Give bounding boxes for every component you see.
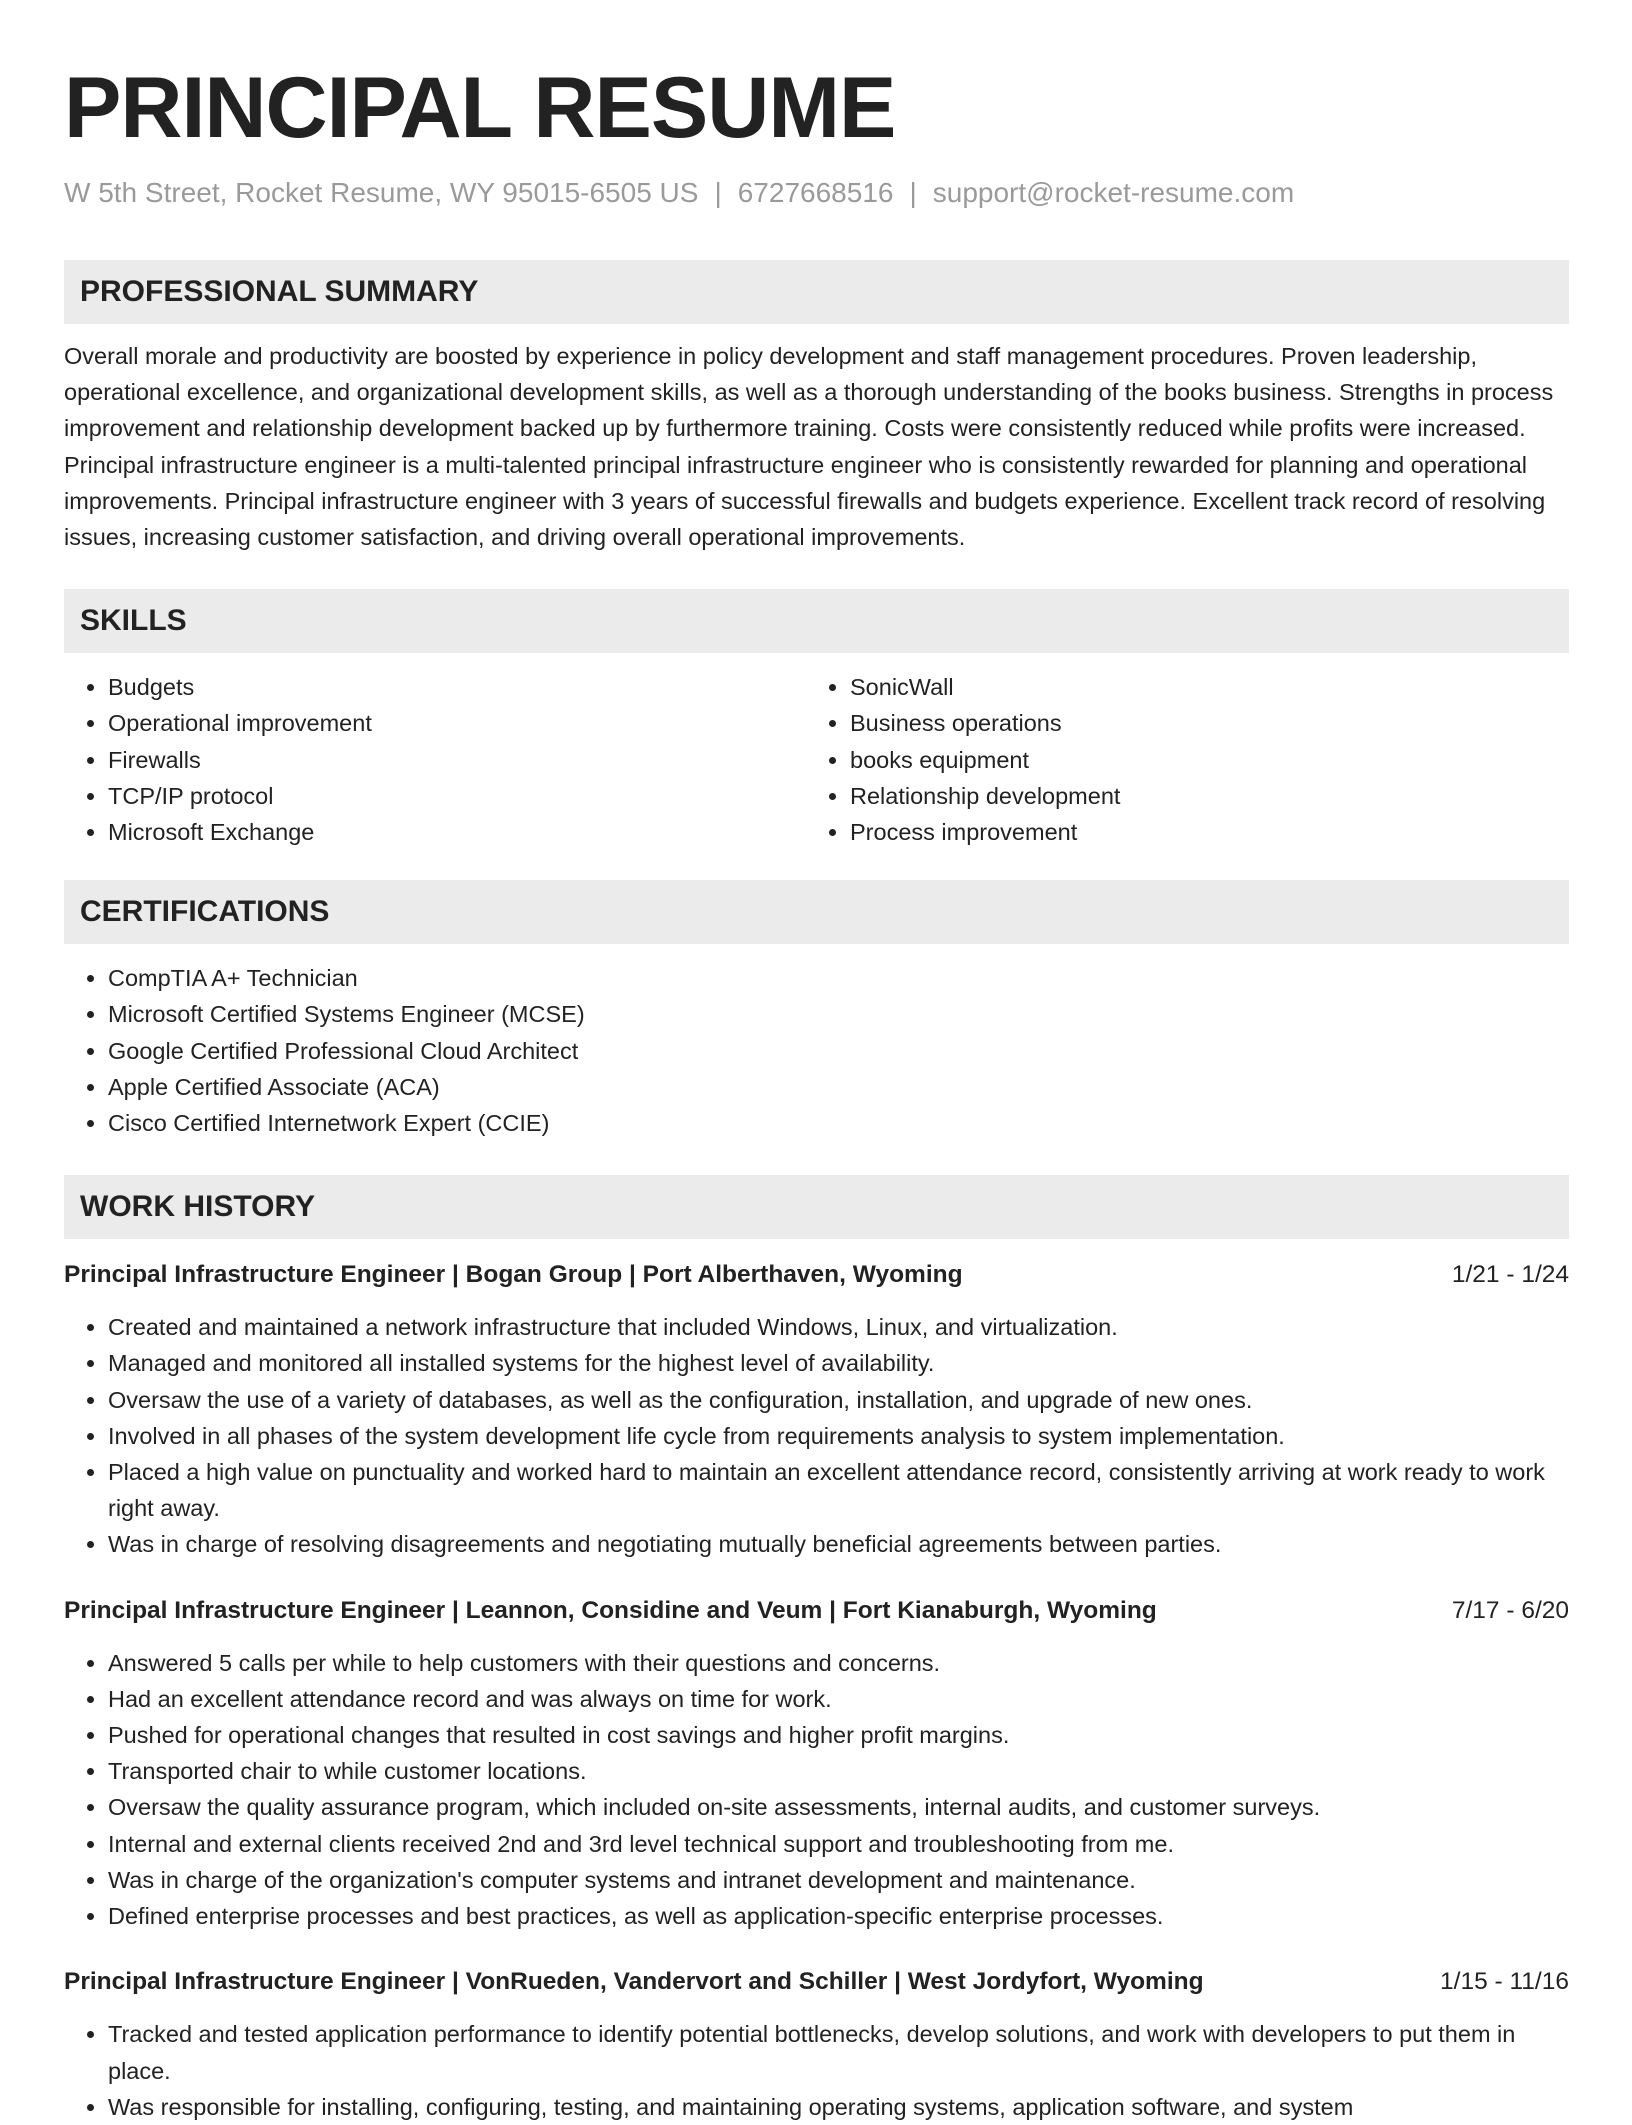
job-title: Principal Infrastructure Engineer | Leannon, Considine and Veum | Fort Kianaburgh, Wyoming	[64, 1596, 1157, 1624]
skill-item: • Relationship development	[850, 778, 1548, 814]
resume-name: PRINCIPAL RESUME	[64, 60, 896, 156]
job-dates: 1/15 - 11/16	[1440, 1968, 1569, 1996]
job-header	[64, 1257, 1569, 1293]
job-entry	[64, 1964, 1569, 2125]
skills-list-right	[806, 669, 1548, 850]
summary-text: Overall morale and productivity are boosted by experience in policy development and staff management procedures. Proven leadership, operational excellence, and organizational development skills, as well as a thorough understanding of the books business. Strengths in process improvement and relationship development backed up by furthermore training. Costs were consistently reduced while profits were increased. Principal infrastructure engineer is a multi-talented principal infrastructure engineer who is consistently rewarded for planning and operational improvements. Principal infrastructure engineer with 3 years of successful firewalls and budgets experience. Excellent track record of resolving issues, increasing customer satisfaction, and driving overall operational improvements.	[64, 343, 1554, 551]
skills-column-right	[806, 669, 1548, 850]
work-history-list	[64, 1257, 1569, 2125]
certification-item: • Microsoft Certified Systems Engineer (MCSE)	[108, 996, 1569, 1032]
job-duty-item: • Transported chair to while customer locations.	[108, 1753, 1569, 1789]
contact-separator: |	[909, 177, 917, 208]
certifications-heading: CERTIFICATIONS	[64, 880, 1569, 944]
certifications-list	[64, 960, 1569, 1141]
job-header	[64, 1593, 1569, 1629]
skill-item: • TCP/IP protocol	[108, 778, 806, 814]
skill-item: • books equipment	[850, 742, 1548, 778]
skill-item: • Operational improvement	[108, 705, 806, 741]
job-entry	[64, 1593, 1569, 1935]
contact-line	[64, 176, 1569, 210]
skill-item: • Firewalls	[108, 742, 806, 778]
job-duties-list	[64, 1645, 1569, 1935]
certification-item: • Cisco Certified Internetwork Expert (CCIE)	[108, 1105, 1569, 1141]
job-duty-item: • Defined enterprise processes and best practices, as well as application-specific enterprise processes.	[108, 1898, 1569, 1934]
summary-heading: PROFESSIONAL SUMMARY	[64, 260, 1569, 324]
skill-item: • Budgets	[108, 669, 806, 705]
skill-item: • Process improvement	[850, 814, 1548, 850]
certification-item: • Apple Certified Associate (ACA)	[108, 1069, 1569, 1105]
certification-item: • CompTIA A+ Technician	[108, 960, 1569, 996]
certification-item: • Google Certified Professional Cloud Architect	[108, 1033, 1569, 1069]
contact-email: support@rocket-resume.com	[932, 177, 1295, 208]
skill-item: • SonicWall	[850, 669, 1548, 705]
contact-phone: 6727668516	[737, 177, 894, 208]
job-duty-item: • Oversaw the quality assurance program, which included on-site assessments, internal audits, and customer surveys.	[108, 1789, 1569, 1825]
job-title: Principal Infrastructure Engineer | VonRueden, Vandervort and Schiller | West Jordyfort, Wyoming	[64, 1968, 1204, 1996]
job-duty-item: • Internal and external clients received 2nd and 3rd level technical support and troubleshooting from me.	[108, 1826, 1569, 1862]
job-dates: 7/17 - 6/20	[1451, 1596, 1569, 1624]
skills-columns	[64, 669, 1569, 850]
job-header	[64, 1964, 1569, 2000]
job-duty-item: • Oversaw the use of a variety of databases, as well as the configuration, installation, and upgrade of new ones.	[108, 1382, 1569, 1418]
job-duties-list	[64, 1309, 1569, 1562]
skills-heading: SKILLS	[64, 589, 1569, 653]
job-duty-item: • Was in charge of the organization's computer systems and intranet development and maintenance.	[108, 1862, 1569, 1898]
job-duty-item: • Placed a high value on punctuality and worked hard to maintain an excellent attendance record, consistently arriving at work ready to work right away.	[108, 1454, 1569, 1526]
job-duty-item: • Had an excellent attendance record and was always on time for work.	[108, 1681, 1569, 1717]
job-duty-item: • Was responsible for installing, configuring, testing, and maintaining operating systems, application software, and system	[108, 2089, 1569, 2125]
job-dates: 1/21 - 1/24	[1451, 1261, 1569, 1289]
resume-page	[64, 0, 1569, 2125]
contact-separator: |	[714, 177, 722, 208]
skill-item: • Microsoft Exchange	[108, 814, 806, 850]
job-duties-list	[64, 2016, 1569, 2125]
job-duty-item: • Managed and monitored all installed systems for the highest level of availability.	[108, 1345, 1569, 1381]
job-duty-item: • Answered 5 calls per while to help customers with their questions and concerns.	[108, 1645, 1569, 1681]
job-title: Principal Infrastructure Engineer | Bogan Group | Port Alberthaven, Wyoming	[64, 1261, 963, 1289]
skill-item: • Business operations	[850, 705, 1548, 741]
skills-list-left	[64, 669, 806, 850]
job-duty-item: • Involved in all phases of the system development life cycle from requirements analysis to system implementation.	[108, 1418, 1569, 1454]
job-entry	[64, 1257, 1569, 1562]
job-duty-item: • Created and maintained a network infrastructure that included Windows, Linux, and virtualization.	[108, 1309, 1569, 1345]
work-history-heading: WORK HISTORY	[64, 1175, 1569, 1239]
job-duty-item: • Was in charge of resolving disagreements and negotiating mutually beneficial agreements between parties.	[108, 1526, 1569, 1562]
job-duty-item: • Tracked and tested application performance to identify potential bottlenecks, develop solutions, and work with developers to put them in place.	[108, 2016, 1569, 2088]
contact-address: W 5th Street, Rocket Resume, WY 95015-6505 US	[64, 177, 699, 208]
skills-column-left	[64, 669, 806, 850]
job-duty-item: • Pushed for operational changes that resulted in cost savings and higher profit margins.	[108, 1717, 1569, 1753]
